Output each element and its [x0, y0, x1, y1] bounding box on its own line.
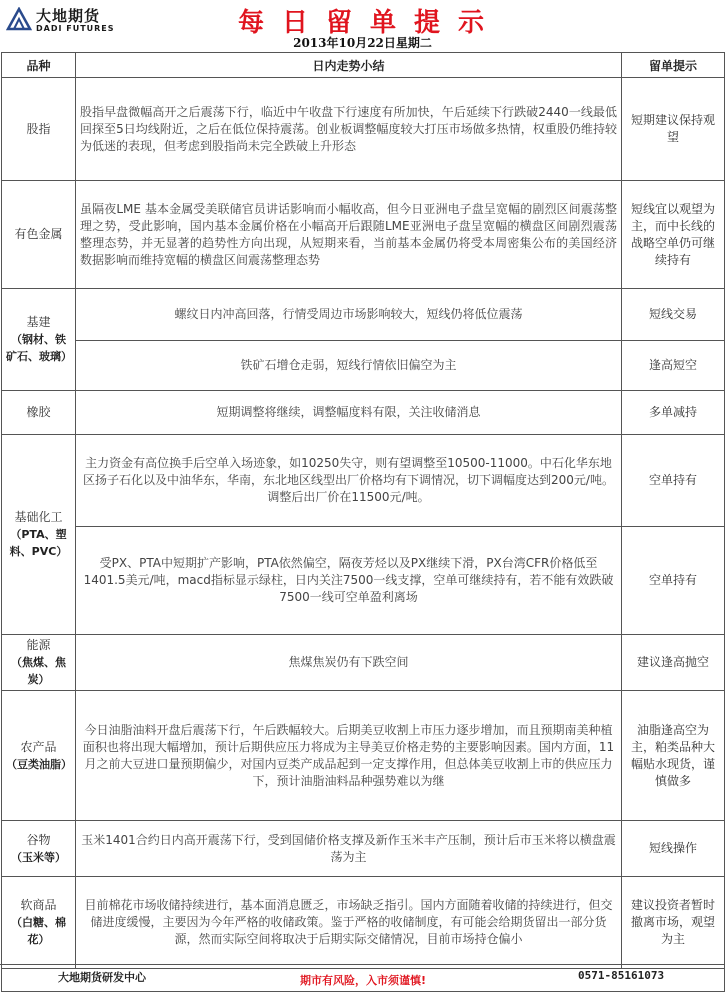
tip-cell: 短期建议保持观望 [622, 78, 725, 181]
category-sub: （PTA、塑料、PVC） [9, 528, 68, 558]
tips-table [1, 52, 725, 992]
trend-cell: 虽隔夜LME 基本金属受美联储官员讲话影响而小幅收高，但今日亚洲电子盘呈宽幅的剧烈区间震荡整理之势，受此影响，国内基本金属价格在小幅高开后跟随LME亚洲电子盘呈宽幅的横盘区间剧烈震荡整理态势，并无显著的趋势性方向出现，从短期来看，当前基本金属仍将受本周密集公布的美国经济数据影响而维持宽幅的横盘区间震荡整理态势 [76, 181, 622, 289]
trend-cell: 玉米1401合约日内高开震荡下行，受到国储价格支撑及新作玉米丰产压制，预计后市玉米将以横盘震荡为主 [76, 821, 622, 877]
tip-cell: 油脂逢高空为主，粕类品种大幅贴水现货，谨慎做多 [622, 691, 725, 821]
tip-cell: 多单减持 [622, 391, 725, 435]
logo-chinese-name: 大地期货 [36, 7, 101, 25]
category-cell: 基建 （钢材、铁矿石、玻璃） [2, 289, 76, 391]
trend-cell: 股指早盘微幅高开之后震荡下行，临近中午收盘下行速度有所加快，午后延续下行跌破2440一线最低回探至5日均线附近，之后在低位保持震荡。创业板调整幅度较大打压市场做多热情，权重股仍维持较为低迷的表现，但考虑到股指尚未完全跌破上升形态 [76, 78, 622, 181]
table-row [2, 821, 725, 877]
table-row [2, 435, 725, 527]
table-row [2, 877, 725, 969]
category-cell: 农产品 （豆类油脂） [2, 691, 76, 821]
page-footer [0, 964, 725, 987]
category-cell: 股指 [2, 78, 76, 181]
table-row [2, 691, 725, 821]
tip-cell: 短线宜以观望为主，而中长线的战略空单仍可继续持有 [622, 181, 725, 289]
trend-cell: 目前棉花市场收储持续进行，基本面消息匮乏，市场缺乏指引。国内方面随着收储的持续进行，但交储进度缓慢，主要因为今年严格的收储政策。鉴于严格的收储制度，有可能会给期货留出一部分货源，然而实际空间将取决于后期实际交储情况，目前市场持仓偏小 [76, 877, 622, 969]
table-row [2, 391, 725, 435]
table-row [2, 341, 725, 391]
table-row [2, 78, 725, 181]
category-sub: （钢材、铁矿石、玻璃） [6, 333, 72, 363]
risk-warning: 期市有风险，入市须谨慎! [2, 969, 725, 992]
category-cell: 能源 （焦煤、焦炭） [2, 635, 76, 691]
trend-cell: 主力资金有高位换手后空单入场迹象，如10250失守，则有望调整至10500-11000。中石化华东地区扬子石化以及中油华东，华南，东北地区线型出厂价格均有下调情况，切下调幅度达到200元/吨。调整后出厂价在11500元/吨。 [76, 435, 622, 527]
table-row [2, 527, 725, 635]
tip-cell: 空单持有 [622, 527, 725, 635]
tip-cell: 短线交易 [622, 289, 725, 341]
footer-org: 大地期货研发中心 [58, 971, 146, 984]
trend-cell: 短期调整将继续，调整幅度料有限，关注收储消息 [76, 391, 622, 435]
trend-cell: 受PX、PTA中短期扩产影响，PTA依然偏空，隔夜芳烃以及PX继续下滑，PX台湾CFR价格低至1401.5美元/吨，macd指标显示绿柱，日内关注7500一线支撑，空单可继续持有，若不能有效跌破7500一线可空单盈利离场 [76, 527, 622, 635]
tip-cell: 建议逢高抛空 [622, 635, 725, 691]
col-header-trend: 日内走势小结 [76, 53, 622, 78]
tip-cell: 逢高短空 [622, 341, 725, 391]
trend-cell: 铁矿石增仓走弱，短线行情依旧偏空为主 [76, 341, 622, 391]
category-cell: 软商品 （白糖、棉花） [2, 877, 76, 969]
tip-cell: 建议投资者暂时撤离市场，观望为主 [622, 877, 725, 969]
trend-cell: 螺纹日内冲高回落，行情受周边市场影响较大，短线仍将低位震荡 [76, 289, 622, 341]
dadi-logo-icon [6, 7, 32, 31]
category-sub: （焦煤、焦炭） [11, 656, 66, 686]
table-header-row [2, 53, 725, 78]
logo-english-name: DADI FUTURES [36, 24, 115, 33]
page-title: 每日留单提示 [237, 8, 502, 38]
category-sub: （豆类油脂） [6, 757, 72, 771]
category-cell: 橡胶 [2, 391, 76, 435]
trend-cell: 今日油脂油料开盘后震荡下行，午后跌幅较大。后期美豆收割上市压力逐步增加，而且预期南美种植面积也将出现大幅增加，预计后期供应压力将成为主导美豆价格走势的主要影响因素。国内方面，11月之前大豆进口量预期偏少，对国内豆类产成品起到一定支撑作用，但总体美豆收割上市的供应压力下，预计油脂油料品种强势难以为继 [76, 691, 622, 821]
category-sub: （白糖、棉花） [11, 916, 66, 946]
page-header [0, 0, 725, 36]
category-sub: （玉米等） [11, 850, 66, 864]
category-cell: 谷物 （玉米等） [2, 821, 76, 877]
trend-cell: 焦煤焦炭仍有下跌空间 [76, 635, 622, 691]
table-row [2, 289, 725, 341]
footer-phone: 0571-85161073 [578, 969, 665, 982]
col-header-category: 品种 [2, 53, 76, 78]
table-row [2, 635, 725, 691]
tip-cell: 空单持有 [622, 435, 725, 527]
col-header-tip: 留单提示 [622, 53, 725, 78]
category-cell: 有色金属 [2, 181, 76, 289]
tip-cell: 短线操作 [622, 821, 725, 877]
table-row [2, 181, 725, 289]
company-logo [6, 5, 126, 35]
category-cell: 基础化工 （PTA、塑料、PVC） [2, 435, 76, 635]
report-date: 2013年10月22日星期二 [293, 36, 432, 50]
